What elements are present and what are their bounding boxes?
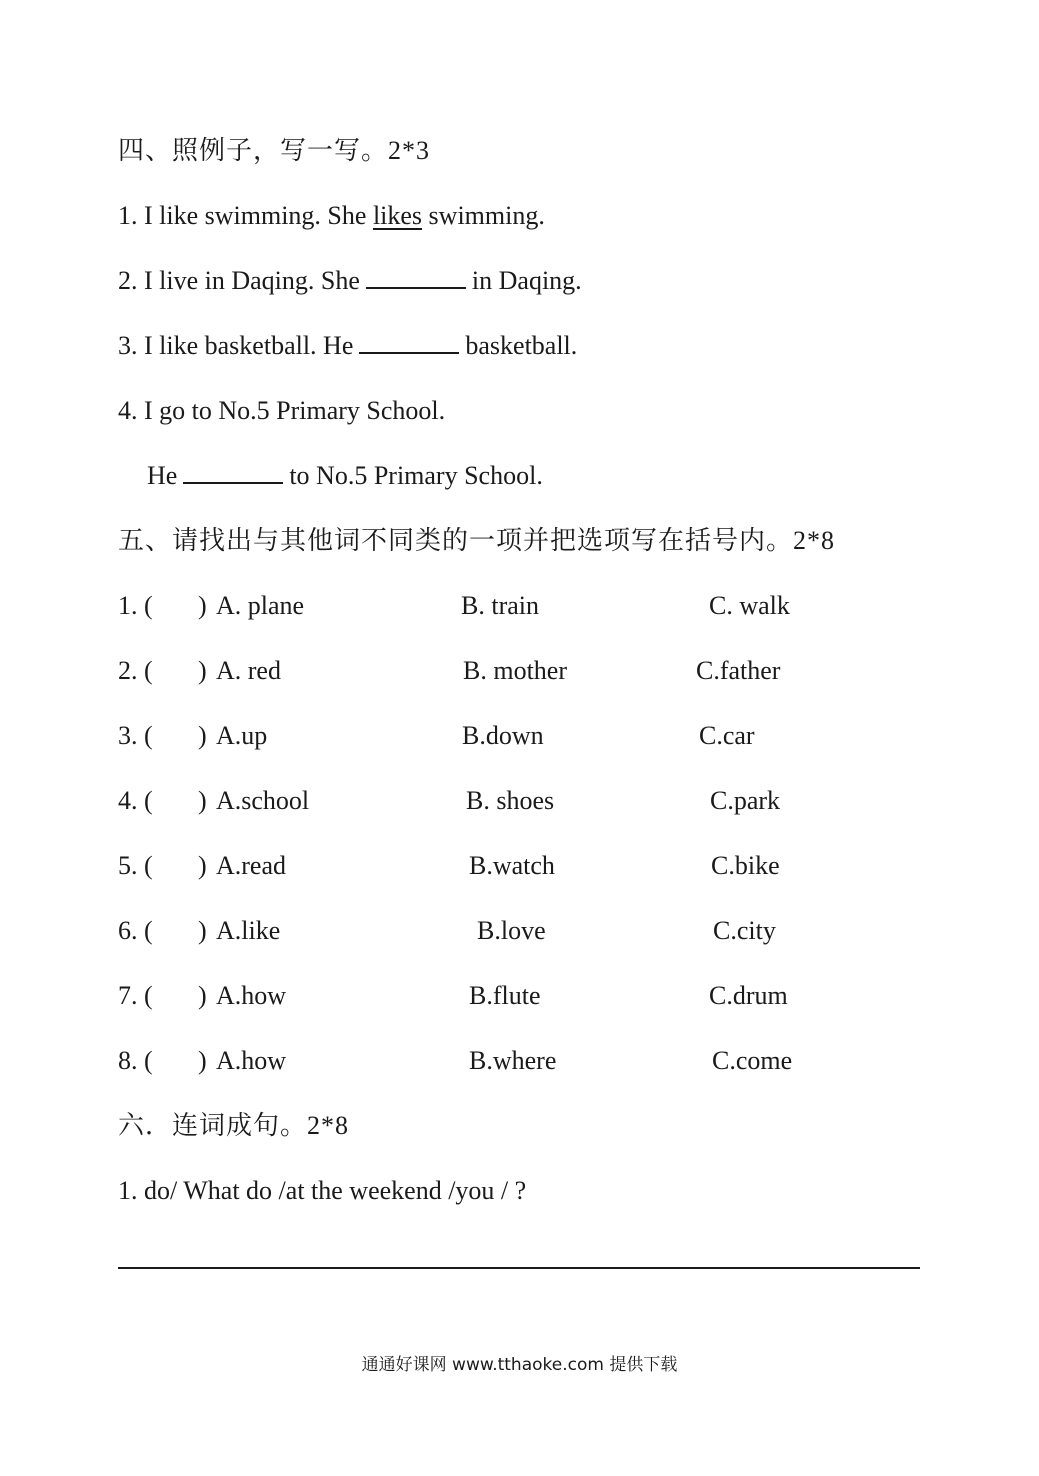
option-a: A.how [216,1046,287,1075]
answer-blank[interactable] [366,267,466,289]
option-c: C.father [696,656,781,685]
section-5-heading: 五、请找出与其他词不同类的一项并把选项写在括号内。2*8 [118,526,836,555]
section-6-heading: 六．连词成句。2*8 [118,1111,350,1140]
choice-row [118,980,918,1012]
question-number: 3. ( [118,721,153,750]
option-b: B.watch [469,851,555,880]
question-number: 6. ( [118,916,153,945]
answer-blank[interactable] [359,332,459,354]
answer-line[interactable] [118,1267,920,1269]
choice-row [118,590,918,622]
option-a: A.like [216,916,281,945]
option-c: C.drum [709,981,788,1010]
option-a: A.read [216,851,287,880]
question-text: basketball. [465,331,578,360]
answer-blank[interactable] [183,462,283,484]
footer-credit: 通通好课网 www.tthaoke.com 提供下载 [361,1355,678,1375]
option-b: B. mother [463,656,567,685]
question-4-1 [118,200,545,232]
question-4-4-line2 [147,460,543,492]
question-4-3 [118,330,577,362]
bracket-close: ) [198,786,207,815]
option-b: B.flute [469,981,541,1010]
option-b: B.down [462,721,544,750]
option-a: A.how [216,981,287,1010]
question-text: swimming. [422,201,545,230]
option-c: C.come [712,1046,793,1075]
option-a: A.up [216,721,268,750]
question-text: He [147,461,178,490]
bracket-close: ) [198,1046,207,1075]
option-c: C.car [699,721,755,750]
question-text: 3. I like basketball. He [118,331,354,360]
choice-row [118,655,918,687]
question-text: 2. I live in Daqing. She [118,266,360,295]
bracket-close: ) [198,656,207,685]
question-number: 7. ( [118,981,153,1010]
example-answer: likes [372,201,423,230]
section-4-heading: 四、照例子，写一写。2*3 [118,136,431,165]
question-number: 8. ( [118,1046,153,1075]
bracket-close: ) [198,851,207,880]
option-a: A.school [216,786,310,815]
question-number: 5. ( [118,851,153,880]
choice-row [118,915,918,947]
choice-row [118,850,918,882]
question-4-2 [118,265,582,297]
option-b: B.love [477,916,546,945]
choice-row [118,785,918,817]
option-c: C.park [710,786,781,815]
bracket-close: ) [198,916,207,945]
option-c: C. walk [709,591,790,620]
option-a: A. red [216,656,281,685]
question-number: 2. ( [118,656,153,685]
question-4-4-line1: 4. I go to No.5 Primary School. [118,396,446,425]
question-6-1: 1. do/ What do /at the weekend /you / ? [118,1176,527,1205]
option-a: A. plane [216,591,305,620]
question-text: to No.5 Primary School. [289,461,543,490]
question-text: in Daqing. [471,266,582,295]
option-b: B.where [469,1046,557,1075]
bracket-close: ) [198,591,207,620]
bracket-close: ) [198,721,207,750]
option-b: B. shoes [466,786,555,815]
option-c: C.city [713,916,776,945]
question-number: 4. ( [118,786,153,815]
option-b: B. train [461,591,539,620]
question-text: 1. I like swimming. She [118,201,373,230]
question-number: 1. ( [118,591,153,620]
choice-row [118,720,918,752]
choice-row [118,1045,918,1077]
option-c: C.bike [711,851,780,880]
bracket-close: ) [198,981,207,1010]
